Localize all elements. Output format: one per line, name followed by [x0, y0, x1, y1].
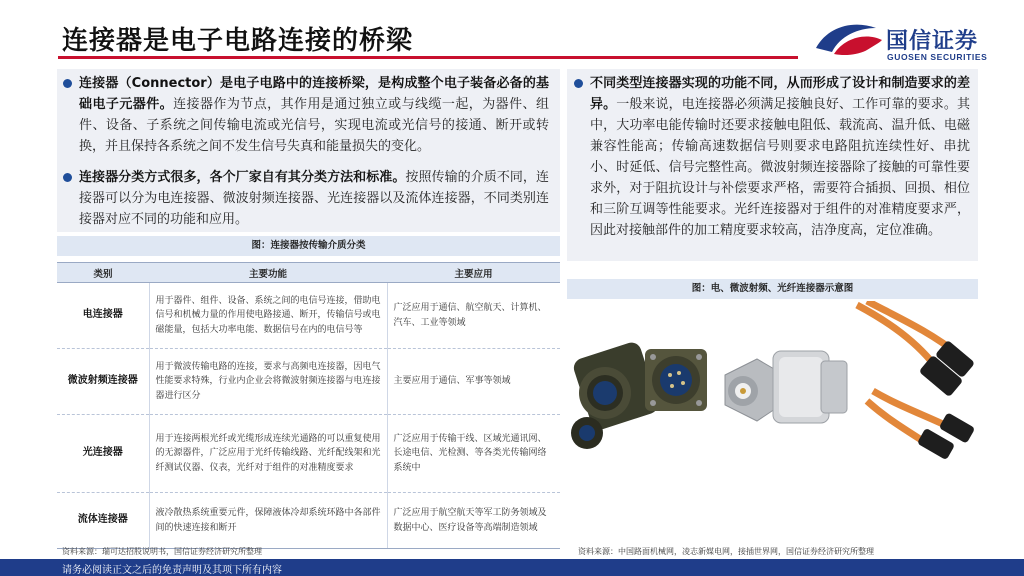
table-header-row [57, 263, 560, 283]
rf-connector-icon [725, 351, 847, 423]
logo-english-name: GUOSEN SECURITIES [887, 52, 988, 62]
row-application: 广泛应用于传输干线、区域光通讯网、长途电信、光检测、等各类光传输网络系统中 [387, 415, 560, 493]
title-underline [58, 56, 798, 59]
table-row [57, 415, 560, 493]
bullet-design-requirements [590, 73, 970, 241]
row-application: 广泛应用于航空航天等军工防务领域及数据中心、医疗设备等高端制造领域 [387, 493, 560, 549]
bullet-bold-lead: 连接器（Connector）是电子电路中的连接桥梁，是构成整个电子装备必备的基础电子元器件。 [79, 76, 549, 112]
footer-disclaimer: 请务必阅读正文之后的免责声明及其项下所有内容 [62, 565, 282, 576]
row-category: 微波射频连接器 [57, 349, 149, 415]
row-category: 光连接器 [57, 415, 149, 493]
table-row [57, 349, 560, 415]
row-function: 用于器件、组件、设备、系统之间的电信号连接，借助电信号和机械力量的作用使电路接通、断开，传输信号或电磁能量，包括大功率电能、数据信号在内的电信号等 [149, 283, 387, 349]
bullet-dot-icon [574, 79, 583, 88]
left-source-note: 资料来源：瑞可达招股说明书，国信证券经济研究所整理 [62, 547, 262, 556]
row-function: 液冷散热系统重要元件，保障液体冷却系统环路中各部件间的快速连接和断开 [149, 493, 387, 549]
header-function: 主要功能 [149, 263, 387, 283]
table-caption: 图：连接器按传输介质分类 [57, 236, 560, 256]
electrical-connector-icon [571, 340, 707, 449]
fiber-optic-connector-icon [857, 301, 975, 460]
bullet-bold-lead: 不同类型连接器实现的功能不同，从而形成了设计和制造要求的差异。 [590, 76, 970, 112]
page-title: 连接器是电子电路连接的桥梁 [62, 26, 414, 56]
bullet-body: 按照传输的介质不同，连接器可以分为电连接器、微波射频连接器、光连接器以及流体连接器，不同类别连接器对应不同的功能和应用。 [79, 170, 549, 227]
table-row [57, 283, 560, 349]
row-category: 电连接器 [57, 283, 149, 349]
image-caption: 图：电、微波射频、光纤连接器示意图 [567, 279, 978, 299]
header-category: 类别 [57, 263, 149, 283]
bullet-connector-definition [79, 73, 549, 157]
row-function: 用于微波传输电路的连接，要求与高频电连接器，因电气性能要求特殊，行业内企业会将微波射频连接器与电连接器进行区分 [149, 349, 387, 415]
row-category: 流体连接器 [57, 493, 149, 549]
bullet-dot-icon [63, 79, 72, 88]
right-source-note: 资料来源：中国路面机械网，凌志新媒电网，接插世界网，国信证券经济研究所整理 [578, 547, 874, 556]
bullet-connector-classification [79, 167, 549, 230]
bullet-bold-lead: 连接器分类方式很多，各个厂家自有其分类方法和标准。 [79, 170, 406, 185]
connector-classification-table [57, 262, 560, 549]
logo-chinese-name: 国信证券 [886, 29, 979, 54]
table-row [57, 493, 560, 549]
row-function: 用于连接两根光纤或光缆形成连续光通路的可以重复使用的无源器件，广泛应用于光纤传输线路、光纤配线架和光纤测试仪器、仪表，光纤对于组件的对准精度要求 [149, 415, 387, 493]
row-application: 广泛应用于通信、航空航天、计算机、汽车、工业等领域 [387, 283, 560, 349]
bullet-body: 连接器作为节点，其作用是通过独立或与线缆一起，为器件、组件、设备、子系统之间传输电流或光信号，实现电流或光信号的接通、断开或转换，并且保持各系统之间不发生信号失真和能量损失的变化。 [79, 97, 549, 154]
bullet-body: 一般来说，电连接器必须满足接触良好、工作可靠的要求。其中，大功率电能传输时还要求接触电阻低、载流高、温升低、电磁兼容性能高；传输高速数据信号则要求电路阻抗连续性好、串扰小、时延低、信号完整性高。微波射频连接器除了接触的可靠性要求外，对于阻抗设计与补偿要求严格，需要符合插损、回损、相位和三阶互调等性能要求。光纤连接器对于组件的对准精度要求严，因此对接触部件的加工精度要求较高，洁净度高，定位准确。 [590, 97, 970, 238]
connector-photo [567, 301, 978, 467]
bullet-dot-icon [63, 173, 72, 182]
header-application: 主要应用 [387, 263, 560, 283]
row-application: 主要应用于通信、军事等领域 [387, 349, 560, 415]
